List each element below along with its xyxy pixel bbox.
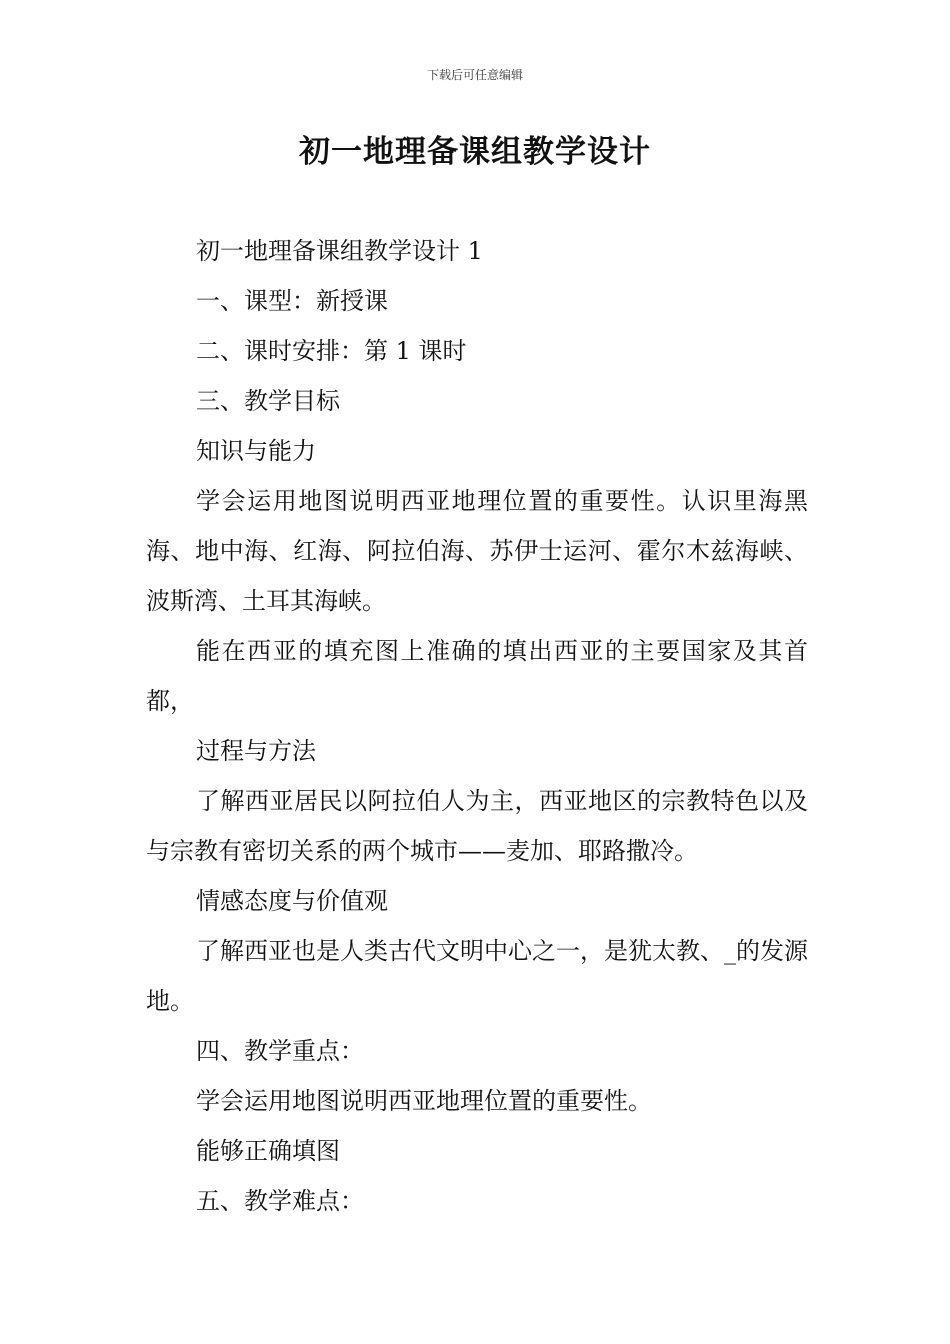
paragraph-key-point-1: 学会运用地图说明西亚地理位置的重要性。 (196, 1087, 652, 1115)
document-title: 初一地理备课组教学设计 (299, 134, 651, 170)
paragraph-schedule: 二、课时安排：第 1 课时 (196, 337, 467, 365)
paragraph-key-point-2: 能够正确填图 (196, 1137, 340, 1165)
paragraph-knowledge-heading: 知识与能力 (196, 437, 316, 465)
paragraph-lesson-type: 一、课型：新授课 (196, 287, 388, 315)
paragraph-knowledge-text: 学会运用地图说明西亚地理位置的重要性。认识里海黑海、地中海、红海、阿拉伯海、苏伊士运河、霍尔木兹海峡、波斯湾、土耳其海峡。 (146, 487, 808, 615)
paragraph-process-heading: 过程与方法 (196, 737, 316, 765)
paragraph-process-text: 了解西亚居民以阿拉伯人为主，西亚地区的宗教特色以及与宗教有密切关系的两个城市——麦加、耶路撒冷。 (146, 787, 808, 865)
paragraph-lesson-heading: 初一地理备课组教学设计 1 (196, 237, 483, 265)
paragraph-values-heading: 情感态度与价值观 (196, 887, 388, 915)
paragraph-values-text: 了解西亚也是人类古代文明中心之一，是犹太教、_的发源地。 (146, 937, 808, 1015)
header-note: 下载后可任意编辑 (426, 68, 523, 82)
paragraph-objectives-heading: 三、教学目标 (196, 387, 340, 415)
document-body (146, 226, 808, 1226)
paragraph-key-points-heading: 四、教学重点： (196, 1037, 364, 1065)
paragraph-difficulties-heading: 五、教学难点： (196, 1187, 364, 1215)
paragraph-map-skill-text: 能在西亚的填充图上准确的填出西亚的主要国家及其首都， (146, 637, 808, 715)
